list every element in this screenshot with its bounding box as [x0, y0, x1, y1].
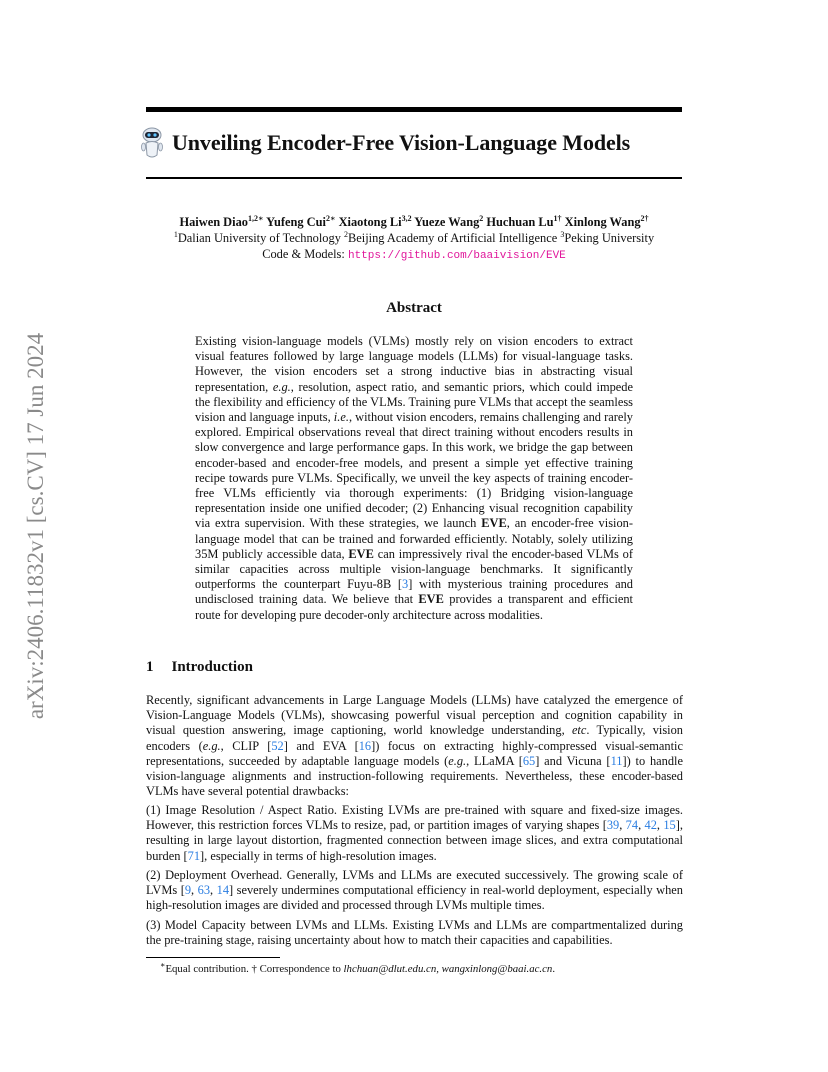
author-affil-sup: 1†	[553, 213, 562, 223]
author-name: Xinlong Wang	[564, 215, 641, 229]
author-affil-sup: 2†	[640, 213, 649, 223]
robot-mascot-icon	[140, 126, 164, 160]
citation-link[interactable]: 14	[216, 883, 230, 898]
citation-link[interactable]: 39	[606, 818, 620, 833]
affil-sup: 2	[344, 229, 348, 239]
text-run: e.g.	[202, 738, 221, 753]
title-row	[140, 126, 688, 160]
author-affil-sup: 2	[479, 213, 484, 223]
abstract-body	[195, 334, 633, 623]
section-title: Introduction	[171, 659, 253, 675]
text-run: e.g.	[448, 753, 467, 768]
citation-link[interactable]: 15	[663, 818, 676, 833]
text-run: EVE	[348, 546, 374, 561]
text-run: (1) Image Resolution / Aspect Ratio. Existing LVMs are pre-trained with square and fixed-size images. However, this restriction forces VLMs to resize, pad, or partition images of varying shapes [	[146, 803, 683, 833]
affiliation: Peking University	[564, 231, 655, 245]
text-run: i.e.	[333, 410, 349, 425]
drawback-paragraph: (3) Model Capacity between LVMs and LLMs. Existing LVMs and LLMs are compartmentalized during the pre-training stage, raising uncertainty about how to match their capacities and capabilities.	[146, 918, 683, 948]
abstract-heading: Abstract	[386, 300, 442, 316]
author-list	[100, 214, 728, 230]
intro-paragraph	[146, 693, 683, 799]
citation-link[interactable]: 71	[187, 848, 201, 863]
citation-link[interactable]: 65	[522, 753, 536, 768]
paper-title: Unveiling Encoder-Free Vision-Language Models	[172, 130, 631, 155]
code-url-link[interactable]: https://github.com/baaivision/EVE	[347, 250, 566, 262]
citation-link[interactable]: 52	[271, 738, 284, 753]
text-run: Existing vision-language models (VLMs) mostly rely on vision encoders to extract visual features followed by large language models (LLMs) for visual-language tasks. However, the vision encoders set a strong inductive bias in abstracting visual representation,	[195, 334, 633, 394]
text-run: provides a transparent and efficient route for developing pure decoder-only architecture across modalities.	[195, 592, 633, 622]
text-run: ], especially in terms of high-resolution images.	[200, 848, 437, 863]
citation-link[interactable]: 74	[625, 818, 639, 833]
section-heading	[146, 659, 253, 676]
drawback-paragraph: (1) Image Resolution / Aspect Ratio. Existing LVMs are pre-trained with square and fixed-size images. However, this restriction forces VLMs to resize, pad, or partition images of varying shapes [39, 74, 42, 15], resulting in large layout distortion, fragmented connection between image slices, and extra computational burden [71], especially in terms of high-resolution images.	[146, 803, 683, 863]
text-run: , CLIP [	[220, 738, 272, 753]
text-run: , an encoder-free vision-language model that can be trained and forwarded efficiently. Notably, solely utilizing 35M publicly accessible data,	[195, 516, 633, 561]
author-block	[100, 214, 728, 264]
text-run: etc	[571, 723, 587, 738]
text-run: ] and Vicuna [	[535, 753, 611, 768]
title-bottom-rule	[146, 177, 682, 179]
author-affil-sup: 2∗	[325, 213, 336, 223]
citation-link[interactable]: 3	[402, 577, 409, 592]
drawback-paragraph: (2) Deployment Overhead. Generally, LVMs and LLMs are executed successively. The growing scale of LVMs [9, 63, 14] severely undermines computational efficiency in real-world deployment, especially when high-resolution images are divided and processed through LVMs multiple times.	[146, 868, 683, 913]
text-run: .	[552, 963, 556, 975]
author-affil-sup: 1,2∗	[247, 213, 264, 223]
citation-link[interactable]: 11	[610, 753, 623, 768]
text-run: EVE	[418, 592, 444, 607]
arxiv-identifier: arXiv:2406.11832v1 [cs.CV] 17 Jun 2024	[23, 332, 48, 720]
affil-sup: 1	[173, 229, 178, 239]
text-run: ∗	[160, 960, 166, 970]
text-run: e.g.	[272, 379, 291, 394]
text-run: ] and EVA [	[283, 738, 359, 753]
author-name: Huchuan Lu	[486, 215, 554, 229]
text-run: ] severely undermines computational efficiency in real-world deployment, especially when high-resolution images are divided and processed through LVMs multiple times.	[146, 883, 683, 913]
affiliation: Dalian University of Technology	[177, 231, 341, 245]
affiliation: Beijing Academy of Artificial Intelligence	[348, 231, 558, 245]
text-run: , resolution, aspect ratio, and semantic priors, which could impede the flexibility and efficiency of the VLMs. Training pure VLMs that accept the seamless vision and language inputs,	[195, 379, 633, 425]
citation-link[interactable]: 16	[358, 738, 372, 753]
citation-link[interactable]: 63	[197, 883, 211, 898]
text-run: , LLaMA [	[466, 753, 523, 768]
text-run: Recently, significant advancements in Large Language Models (LLMs) have catalyzed the emergence of Vision-Language Models (VLMs), showcasing powerful visual perception and cognition capability in visual question answering, image captioning, world knowledge understanding,	[146, 693, 683, 738]
author-name: Yueze Wang	[414, 215, 480, 229]
citation-link[interactable]: 9	[184, 883, 192, 898]
footnote-rule	[146, 957, 280, 958]
author-name: Xiaotong Li	[338, 215, 402, 229]
text-run: , without vision encoders, remains challenging and rarely explored. Empirical observations reveal that direct training without encoders results in slow convergence and large performance gaps. In this work, we bridge the gap between encoder-based and encoder-free models, and present a simple yet effective training recipe towards pure VLMs. Specifically, we unveil the key aspects of training encoder-free VLMs efficiently via thorough experiments: (1) Bridging vision-language representation inside one unified decoder; (2) Enhancing visual recognition capability via extra supervision. With these strategies, we launch	[195, 410, 633, 531]
text-run: ] with mysterious training procedures and undisclosed training data. We believe that	[195, 577, 633, 607]
code-label: Code & Models:	[262, 247, 345, 261]
text-run: Equal contribution. † Correspondence to	[165, 963, 344, 975]
code-line	[100, 246, 728, 264]
footnote	[160, 960, 556, 975]
text-run: can impressively rival the encoder-based VLMs of similar capacities across multiple vision-language benchmarks. It significantly outperforms the counterpart Fuyu-8B [	[195, 546, 633, 592]
text-run: (2) Deployment Overhead. Generally, LVMs and LLMs are executed successively. The growing scale of LVMs [	[146, 868, 683, 898]
footnote-emails: lhchuan@dlut.edu.cn, wangxinlong@baai.ac.cn	[343, 963, 553, 975]
affil-sup: 3	[560, 229, 565, 239]
author-affil-sup: 3,2	[401, 213, 412, 223]
affiliation-list	[100, 230, 728, 246]
text-run: ], resulting in large layout distortion, fragmented connection between image slices, and extra computational burden [	[146, 818, 683, 863]
author-name: Haiwen Diao	[179, 215, 248, 229]
section-number: 1	[146, 659, 154, 675]
title-top-rule	[146, 107, 682, 112]
text-run: ]) to handle vision-language alignments and instruction-following requirements. Nevertheless, these encoder-based VLMs have several potential drawbacks:	[146, 753, 683, 799]
citation-link[interactable]: 42	[644, 818, 657, 833]
author-name: Yufeng Cui	[266, 215, 326, 229]
text-run: EVE	[481, 516, 507, 531]
text-run: . Typically, vision encoders (	[146, 723, 683, 753]
text-run: ]) focus on extracting highly-compressed visual-semantic representations, succeeded by adaptable language models (	[146, 738, 683, 768]
